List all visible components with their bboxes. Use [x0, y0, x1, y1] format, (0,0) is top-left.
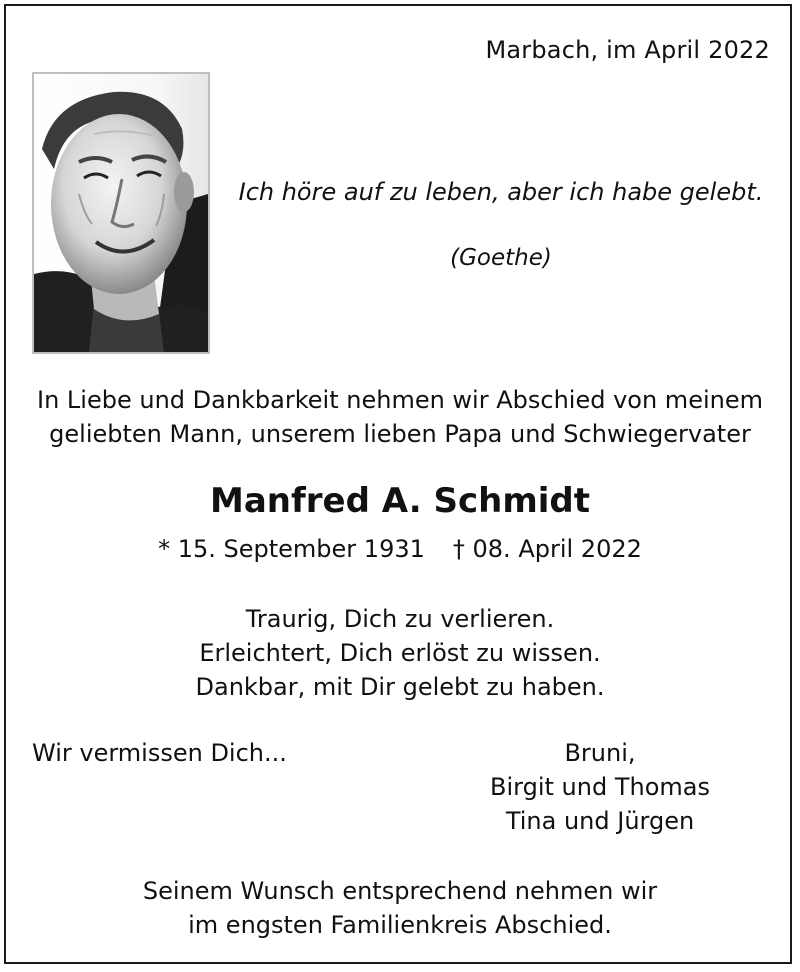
- family-member: Bruni,: [564, 739, 636, 767]
- intro-line: In Liebe und Dankbarkeit nehmen wir Abschied von meinem: [37, 386, 763, 414]
- portrait-photo: [32, 72, 210, 354]
- family-member: Birgit und Thomas: [490, 773, 710, 801]
- intro-text: [14, 383, 786, 451]
- poem-line: Traurig, Dich zu verlieren.: [245, 605, 555, 633]
- portrait-image: [34, 74, 208, 352]
- family-member: Tina und Jürgen: [505, 807, 695, 835]
- we-miss-you-text: Wir vermissen Dich...: [32, 739, 287, 767]
- goethe-quote: Ich höre auf zu leben, aber ich habe gelebt.: [238, 178, 764, 206]
- poem: [14, 602, 786, 704]
- poem-line: Erleichtert, Dich erlöst zu wissen.: [199, 639, 601, 667]
- birth-date: * 15. September 1931: [158, 535, 425, 563]
- closing-line: im engsten Familienkreis Abschied.: [188, 911, 612, 939]
- family-signatures: [460, 736, 740, 838]
- quote-author: (Goethe): [450, 245, 552, 271]
- intro-line: geliebten Mann, unserem lieben Papa und Schwiegervater: [49, 420, 751, 448]
- closing-line: Seinem Wunsch entsprechend nehmen wir: [142, 877, 658, 905]
- deceased-name: Manfred A. Schmidt: [210, 481, 590, 521]
- death-date: † 08. April 2022: [452, 535, 642, 563]
- poem-line: Dankbar, mit Dir gelebt zu haben.: [195, 673, 605, 701]
- life-dates: [14, 535, 786, 563]
- place-date: Marbach, im April 2022: [485, 36, 770, 64]
- closing-note: [14, 874, 786, 942]
